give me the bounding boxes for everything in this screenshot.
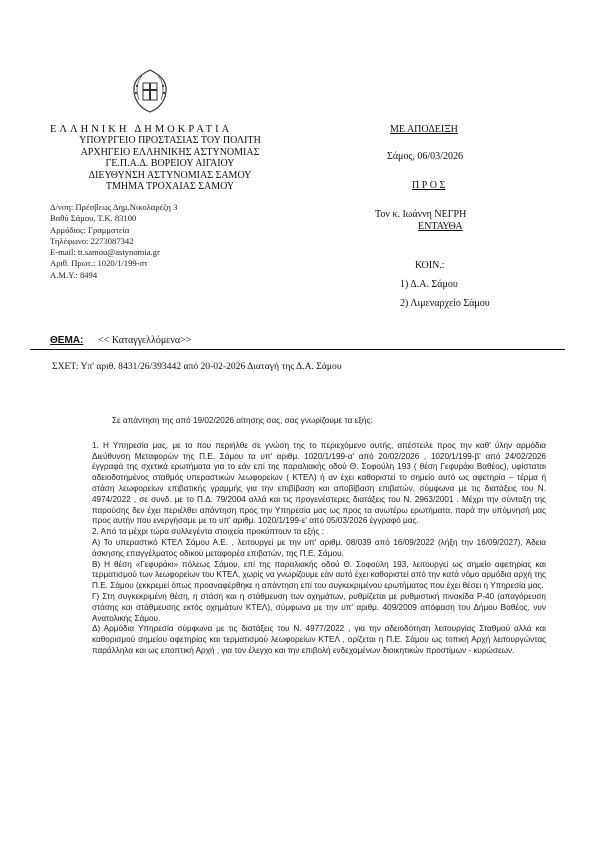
- delivery-method: ΜΕ ΑΠΟΔΕΙΞΗ: [390, 124, 458, 135]
- letter-body: [92, 416, 546, 657]
- issuing-authority-header: [50, 124, 350, 192]
- directorate-name: ΔΙΕΥΘΥΝΣΗ ΑΣΤΥΝΟΜΙΑΣ ΣΑΜΟΥ: [88, 169, 252, 181]
- paragraph-2c: Γ) Στη συγκεκριμένη θέση, η στάση και η στάθμευση των οχημάτων, ρυθμίζεται με ρυθμιστική πινακίδα Ρ-40 (απαγόρευση στάσης και στάθμευσης εκτός οχημάτων ΚΤΕΛ), σύμφωνα με την υπ' αριθμ. 409/2009 απόφαση του Δήμου Βαθέος, νυν Ανατολικής Σάμου.: [92, 591, 546, 623]
- postal-code: Βαθύ Σάμου, Τ.Κ. 83100: [50, 213, 137, 224]
- ministry-name: ΥΠΟΥΡΓΕΙΟ ΠΡΟΣΤΑΣΙΑΣ ΤΟΥ ΠΟΛΙΤΗ: [79, 135, 261, 147]
- hq-name: ΑΡΧΗΓΕΙΟ ΕΛΛΗΝΙΚΗΣ ΑΣΤΥΝΟΜΙΑΣ: [80, 146, 260, 158]
- amy-number: Α.Μ.Υ.: 8494: [50, 269, 98, 280]
- greek-coat-of-arms-icon: [130, 68, 170, 114]
- contact-block: [50, 202, 177, 281]
- reference-line: ΣΧΕΤ: Υπ' αριθ. 8431/26/393442 από 20-02-2026 Διαταγή της Δ.Α. Σάμου: [52, 361, 342, 372]
- paragraph-2: 2. Από τα μέχρι τώρα συλλεγέντα στοιχεία προκύπτουν τα εξής :: [92, 527, 325, 537]
- subject-value: << Καταγγελλόμενα>>: [98, 335, 192, 346]
- address: Δ/νση: Πρέσβεως Δημ.Νικολαρέζη 3: [50, 202, 178, 212]
- paragraph-2a: Α) Το υπεραστικό ΚΤΕΛ Σάμου Α.Ε. , λειτουργεί με την υπ' αριθμ. 08/039 από 16/09/2022 (λήξη την 16/09/2027), Άδεια άσκησης επαγγέλματος οδικού μεταφορέα επιβατών, της Π.Ε. Σάμου.: [92, 537, 546, 558]
- recipient-name: Τον κ. Ιωάννη ΝΕΓΡΗ: [375, 209, 467, 220]
- region-name: ΓΕ.Π.Α.Δ. ΒΟΡΕΙΟΥ ΑΙΓΑΙΟΥ: [105, 158, 235, 170]
- to-label: Π Ρ Ο Σ: [412, 180, 446, 191]
- cc-label: ΚΟΙΝ.:: [415, 260, 445, 271]
- cc-item-2: 2) Λιμεναρχείο Σάμου: [400, 298, 490, 309]
- paragraph-2b: Β) Η θέση «Γεφυράκι» πόλεως Σάμου, επί της παραλιακής οδού Θ. Σοφούλη 193, λειτουργεί ως σημείο αφετηρίας και τερματισμού των λεωφορείων του ΚΤΕΛ, χωρίς να γνωρίζουμε εάν αυτό έχει καθοριστεί από την κατά νόμο αρμόδια αρχή της Π.Ε. Σάμου (εκκρεμεί όπως προαναφέρθηκε η απάντηση επί του συγκεκριμένου ερωτήματος που έχει θέσει η Υπηρεσία μας.: [92, 559, 546, 591]
- email: E-mail: tt.samou@astynomia.gr: [50, 247, 160, 258]
- paragraph-2d: Δ) Αρμόδια Υπηρεσία σύμφωνα με τις διατάξεις του Ν. 4977/2022 , για την αδειοδότηση λειτουργίας Σταθμού αλλά και καθορισμού σημείου αφετηρίας και τερματισμού λεωφορείων ΚΤΕΛ , ορίζεται η Π.Ε. Σάμου ως τοπική Αρχή λειτουργώντας παράλληλα και ως εποπτική Αρχή , για τον έλεγχο και την επιβολή ενδεχομένων διοικητικών προστίμων - κυρώσεων.: [92, 624, 546, 655]
- paragraph-1: 1. Η Υπηρεσία μας, με το που περιήλθε σε γνώση της το περιεχόμενο αυτής, απέστειλε προς την καθ' ύλην αρμόδια Διεύθυνση Μεταφορών της Π.Ε. Σάμου τα υπ' αριθμ. 1020/1/199-α' από 20/02/2026 , 1020/1/199-β' από 24/02/2026 έγγραφά της σχετικά ερωτήματα για το εάν επί της παραλιακής οδού Θ. Σοφούλη 193 ( θέση Γεφυράκι Βαθέος), υφίσταται αδειοδοτημένος σταθμός υπεραστικών λεωφορείων ( ΚΤΕΛ) ή αν έχει καθοριστεί το σημείο αυτό ως αφετηρία – τέρμα ή στάση λεωφορείων επιβατικής γραμμής για την επιβίβαση και αποβίβαση επιβατών, σύμφωνα με τις διατάξεις του Ν. 4974/2022 , σε συνδ. με το Π.Δ. 79/2004 αλλά και τις προγενέστερες διατάξεις του Ν. 2963/2001 . Μέχρι την σύνταξη της παρούσης δεν έχει περιέλθει απάντηση προς την Υπηρεσία μας ως προς τα ανωτέρω ερωτήματα, παρά την υπόμνησή μας προς αυτήν που ενεργήσαμε με το υπ' αριθμ. 1020/1/199-ε' από 05/03/2026 έγγραφό μας.: [92, 440, 546, 526]
- republic-name: ΕΛΛΗΝΙΚΗ ΔΗΜΟΚΡΑΤΙΑ: [50, 124, 233, 135]
- cc-item-1: 1) Δ.Α. Σάμου: [400, 279, 458, 290]
- protocol-number: Αριθ. Πρωτ.: 1020/1/199-στ: [50, 258, 148, 269]
- phone: Τηλέφωνο: 2273087342: [50, 235, 134, 246]
- recipient-location: ΕΝΤΑΥΘΑ: [418, 221, 463, 232]
- intro-paragraph: Σε απάντηση της από 19/02/2026 αίτησης σας, σας γνωρίζουμε τα εξής:: [112, 416, 373, 425]
- responsible-person: Αρμόδιος: Γραμματεία: [50, 224, 130, 235]
- subject-line: [50, 335, 191, 346]
- subject-divider: [30, 349, 565, 350]
- department-name: ΤΜΗΜΑ ΤΡΟΧΑΙΑΣ ΣΑΜΟΥ: [105, 181, 235, 193]
- subject-label: ΘΕΜΑ:: [50, 335, 84, 346]
- document-date: Σάμος, 06/03/2026: [387, 151, 463, 162]
